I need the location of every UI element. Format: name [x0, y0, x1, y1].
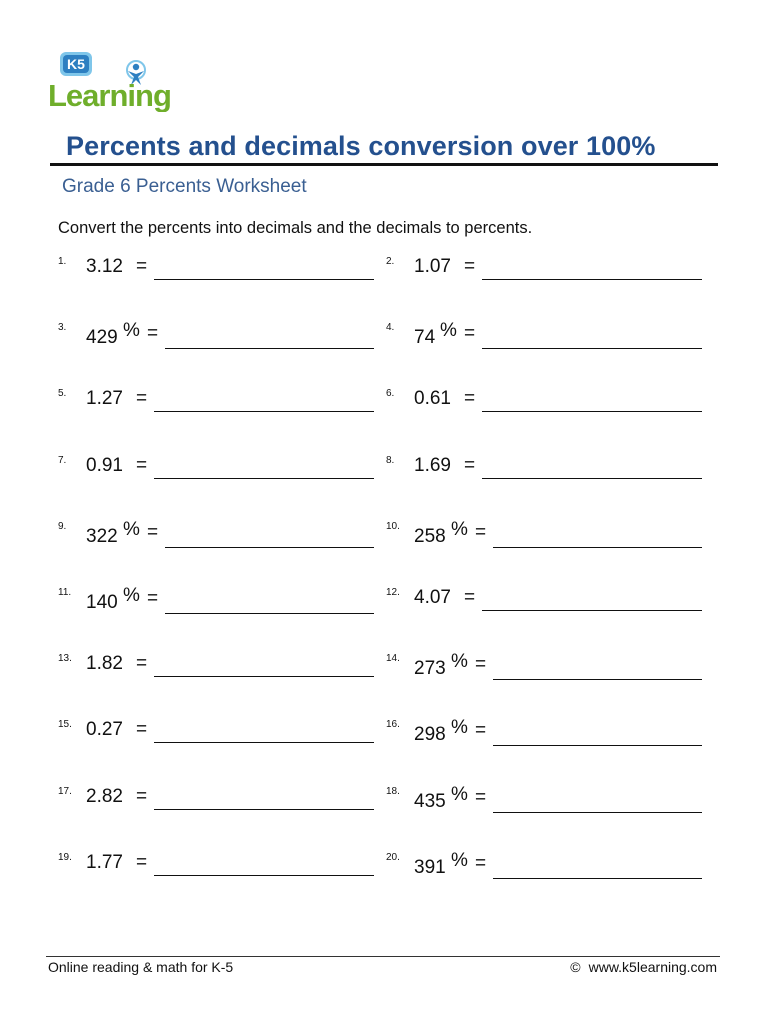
problem-number: 15.: [58, 719, 72, 731]
problem-item: [386, 389, 702, 419]
problem-item: [58, 654, 374, 684]
problem-value: 4.07: [414, 587, 451, 608]
problem-value: 1.27: [86, 388, 123, 410]
equals-sign: =: [147, 588, 159, 609]
problem-number: 10.: [386, 520, 400, 532]
problem-item: [386, 717, 702, 750]
equals-sign: =: [136, 256, 148, 277]
answer-blank[interactable]: [165, 613, 374, 614]
problem-value: 0.27: [86, 719, 123, 741]
problem-item: [58, 518, 374, 552]
problem-value: 391: [414, 856, 446, 878]
equals-sign: =: [464, 256, 476, 277]
problem-value: 273: [414, 658, 446, 680]
answer-blank[interactable]: [154, 809, 374, 810]
answer-blank[interactable]: [154, 742, 374, 743]
answer-blank[interactable]: [154, 676, 374, 677]
problem-value: 1.69: [414, 454, 451, 476]
equals-sign: =: [464, 454, 476, 476]
answer-blank[interactable]: [482, 610, 702, 611]
equals-sign: =: [475, 720, 487, 742]
problem-item: [386, 588, 702, 618]
answer-blank[interactable]: [154, 875, 374, 876]
footer-tagline: Online reading & math for K-5: [48, 959, 234, 975]
problem-value: 435: [414, 790, 446, 812]
problem-value: 1.07: [414, 256, 451, 277]
problem-number: 5.: [58, 388, 67, 400]
logo-word: Learning: [48, 78, 171, 112]
problem-number: 3.: [58, 322, 67, 334]
answer-blank[interactable]: [165, 547, 374, 548]
worksheet-title: Percents and decimals conversion over 100%: [66, 131, 656, 161]
problem-value: 74: [414, 327, 436, 349]
problem-value: 298: [414, 724, 446, 746]
logo-badge-text: K5: [67, 56, 85, 72]
problem-item: [386, 849, 702, 883]
problem-value: 258: [414, 525, 446, 547]
equals-sign: =: [475, 786, 487, 808]
answer-blank[interactable]: [482, 411, 702, 412]
equals-sign: =: [136, 719, 148, 741]
answer-blank[interactable]: [482, 478, 702, 479]
problem-item: [386, 518, 702, 552]
problem-item: [386, 783, 702, 817]
answer-blank[interactable]: [154, 279, 374, 280]
problem-number: 12.: [386, 587, 400, 598]
problem-item: [386, 257, 702, 287]
answer-blank[interactable]: [493, 679, 702, 680]
worksheet-instructions: Convert the percents into decimals and the decimals to percents.: [58, 219, 533, 237]
equals-sign: =: [464, 388, 476, 410]
percent-sign: %: [123, 585, 140, 606]
problem-number: 18.: [386, 785, 400, 797]
answer-blank[interactable]: [165, 348, 374, 349]
problem-number: 11.: [58, 587, 72, 598]
equals-sign: =: [464, 323, 476, 345]
footer-url: www.k5learning.com: [588, 959, 717, 975]
problem-value: 322: [86, 525, 118, 547]
problem-value: 0.61: [414, 388, 451, 410]
problem-item: [58, 389, 374, 419]
answer-blank[interactable]: [493, 745, 702, 746]
answer-blank[interactable]: [493, 812, 702, 813]
problem-value: 140: [86, 592, 118, 613]
problem-number: 9.: [58, 520, 67, 532]
percent-sign: %: [451, 717, 468, 739]
answer-blank[interactable]: [482, 279, 702, 280]
logo-figure-head: [133, 64, 139, 70]
equals-sign: =: [464, 587, 476, 608]
problem-number: 16.: [386, 719, 400, 731]
equals-sign: =: [136, 785, 148, 807]
percent-sign: %: [451, 783, 468, 805]
equals-sign: =: [136, 653, 148, 675]
equals-sign: =: [136, 454, 148, 476]
problem-value: 2.82: [86, 785, 123, 807]
equals-sign: =: [147, 323, 159, 345]
answer-blank[interactable]: [154, 478, 374, 479]
k5-learning-logo: [46, 50, 188, 112]
problem-number: 4.: [386, 322, 395, 334]
answer-blank[interactable]: [154, 411, 374, 412]
percent-sign: %: [451, 518, 468, 540]
problem-value: 0.91: [86, 454, 123, 476]
answer-blank[interactable]: [493, 878, 702, 879]
problem-number: 20.: [386, 851, 400, 863]
problem-value: 429: [86, 327, 118, 349]
answer-blank[interactable]: [493, 547, 702, 548]
equals-sign: =: [147, 521, 159, 543]
problem-item: [58, 257, 374, 287]
problem-value: 3.12: [86, 256, 123, 277]
problem-number: 1.: [58, 256, 67, 267]
footer-site: [570, 959, 717, 975]
footer-divider: [46, 956, 720, 957]
problem-value: 1.77: [86, 851, 123, 873]
problem-number: 2.: [386, 256, 395, 267]
problem-number: 14.: [386, 653, 400, 665]
problem-item: [58, 585, 374, 618]
problem-item: [58, 720, 374, 750]
problem-item: [58, 787, 374, 817]
problem-item: [58, 320, 374, 353]
problem-number: 17.: [58, 785, 72, 797]
equals-sign: =: [475, 654, 487, 676]
problem-number: 13.: [58, 653, 72, 665]
equals-sign: =: [475, 521, 487, 543]
percent-sign: %: [123, 320, 140, 342]
problem-item: [386, 456, 702, 486]
problem-number: 7.: [58, 454, 67, 466]
problem-value: 1.82: [86, 653, 123, 675]
equals-sign: =: [136, 851, 148, 873]
equals-sign: =: [475, 852, 487, 874]
title-divider: [50, 163, 718, 166]
percent-sign: %: [451, 849, 468, 871]
answer-blank[interactable]: [482, 348, 702, 349]
problem-number: 8.: [386, 454, 395, 466]
problem-number: 19.: [58, 851, 72, 863]
percent-sign: %: [123, 518, 140, 540]
equals-sign: =: [136, 388, 148, 410]
problem-item: [386, 320, 702, 353]
problem-item: [58, 853, 374, 883]
problem-item: [386, 651, 702, 684]
copyright-symbol: ©: [570, 959, 581, 975]
problem-item: [58, 456, 374, 486]
percent-sign: %: [451, 651, 468, 673]
problem-number: 6.: [386, 388, 395, 400]
percent-sign: %: [440, 320, 457, 342]
worksheet-subtitle: Grade 6 Percents Worksheet: [62, 176, 307, 197]
